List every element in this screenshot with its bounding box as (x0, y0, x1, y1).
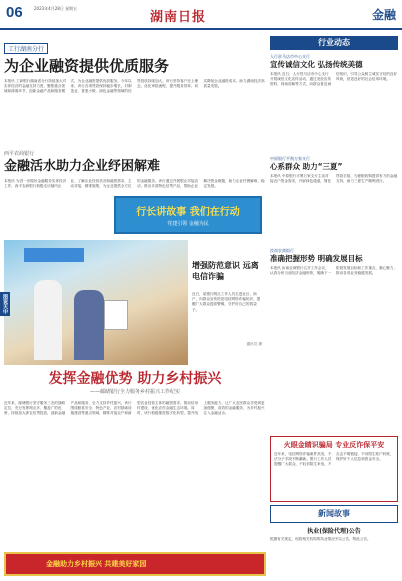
photo-person (34, 280, 62, 360)
story-body: 本报讯 工商银行湖南省分行持续加大对实体经济的金融支持力度，聚焦重点领域和薄弱环节，创新金融产品和服务模式，为企业融资提供优质服务。今年以来，该行各项贷款保持稳步增长，对制造业、普惠小微、绿色金融等领域的信贷投放持续加大。该行坚持客户至上理念，优化审批流程，提升服务效率，切实降低企业融资成本，助力湖南经济高质量发展。 (4, 79, 265, 94)
rail-title: 心系群众 助力“三夏” (270, 162, 343, 171)
story-icbc (4, 36, 266, 144)
notice-title: 执业(保险代理)公告 (307, 528, 361, 535)
photo-person (74, 290, 104, 360)
news-story-stamp: 新闻故事 (270, 505, 398, 523)
rail-item (270, 248, 398, 336)
page-number: 06 (6, 4, 23, 21)
rail-heading: 行业动态 (270, 36, 398, 50)
caption-text: 近日，某银行网点工作人员走进社区、商户，向群众宣传防范电信网络诈骗知识，提醒广大群众提高警惕，守护好自己的钱袋子。 (192, 292, 261, 312)
story-subhead: ——邮储银行全力服务乡村振兴工作纪实 (89, 389, 180, 395)
rail-item (270, 54, 398, 152)
notice-body: 近年来，电信网络诈骗案件高发，不法分子手段不断翻新。银行工作人员提醒广大群众，不轻信陌生来电，不点击不明链接，不向陌生账户转账，保护好个人信息和资金安全。 (274, 452, 394, 467)
banner-line-1: 行长讲故事 我们在行动 (136, 207, 240, 218)
rail-body: 本报讯 汝南农商银行召开工作会议，认真分析当前经济金融形势，明确下一阶段发展目标和工作重点，凝心聚力，推动各项业务稳健发展。 (270, 266, 398, 276)
notice-box (270, 436, 398, 502)
photo-byline: 通讯员 摄 (246, 342, 262, 346)
photo-story-title (192, 260, 262, 282)
photo-caption (192, 292, 262, 352)
rail-kicker: 中原银行平舆万家支行 (270, 156, 310, 161)
masthead: 湖南日报 (150, 10, 207, 25)
insurance-notice (270, 526, 398, 576)
story-kicker: 工行湖南分行 (4, 43, 48, 54)
promo-banner (114, 196, 262, 234)
footer-banner (4, 552, 266, 576)
photo-sign (24, 248, 84, 262)
news-photo (4, 240, 188, 365)
date-line: 2023年4月28日 星期五 (34, 6, 78, 11)
rail-body: 本报讯 近日，人行驻马店市中心支行开展诚信文化宣传活动，通过发放宣传资料、现场讲解等方式，向群众普及诚信知识，引导公众树立诚实守信的良好风尚，营造良好的社会信用环境。 (270, 72, 398, 87)
rail-body: 本报讯 中原银行平舆万家支行主动对接农户资金需求，开辟绿色通道，简化贷款手续，为夏粮收购提供有力的金融支持，助力三夏生产顺利进行。 (270, 174, 398, 184)
rail-kicker: 汝南农商银行 (270, 248, 294, 253)
rail-title: 准确把握形势 明确发展目标 (270, 254, 363, 263)
rail-title: 宣传诚信文化 弘扬传统美德 (270, 60, 363, 69)
page-header (0, 0, 402, 30)
notice-body: 根据有关规定，现将相关机构的执业情况予以公告，特此公告。 (270, 537, 371, 541)
photo-section-label: 图说天中 (2, 294, 8, 314)
footer-banner-text: 金融助力乡村振兴 共建美好家园 (46, 560, 147, 568)
section-tag: 金融 (371, 8, 396, 22)
story-kicker: 西平农商银行 (4, 151, 35, 157)
story-psbc (4, 370, 266, 546)
story-headline: 金融活水助力企业纾困解难 (4, 159, 161, 174)
photo-board (104, 300, 128, 330)
photo-title: 增强防范意识 远离电信诈骗 (192, 261, 259, 281)
notice-title: 火眼金睛识骗局 专业反诈保平安 (283, 440, 385, 449)
banner-line-2: 党建引领 金融为民 (167, 221, 209, 227)
right-rail (270, 36, 398, 340)
story-headline: 发挥金融优势 助力乡村振兴 (48, 371, 222, 387)
rail-kicker: 人行驻马店市中心支行 (270, 54, 310, 59)
story-headline: 为企业融资提供优质服务 (4, 57, 170, 75)
rail-item (270, 156, 398, 244)
story-body: 本报讯 为进一步做好金融服务实体经济工作，西平农商银行积极走访辖内企业，了解企业经营状况和融资需求，主动对接，精准施策，为企业提供全方位的金融服务。该行通过开展银企对接活动，推出多款特色信贷产品，帮助企业解决资金难题，助力企业纾困解难、稳定发展。 (4, 179, 265, 189)
story-body: 近年来，邮储银行坚守服务三农的战略定位，充分发挥网点多、覆盖广的优势，持续加大涉农信贷投放，创新金融产品和服务，全力支持乡村振兴。该行围绕粮食安全、特色产业、农村基础设施建设等重点领域，精准对接农户和新型农业经营主体的融资需求，推动信用村建设，优化农村金融生态环境。同时，该行积极推进数字化转型，提升线上服务能力，让广大农民群众享受到更加便捷、高效的金融服务，为乡村振兴注入金融活水。 (4, 401, 265, 416)
